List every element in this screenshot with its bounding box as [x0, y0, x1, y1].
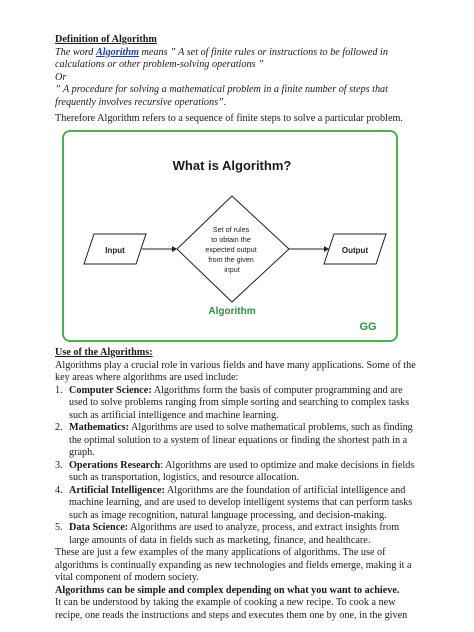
list-item	[55, 385, 417, 423]
list-number: 1.	[55, 384, 63, 396]
definition-line-2: ” A procedure for solving a mathematical problem in a finite number of steps that frequently involves recursive operations”.	[55, 84, 388, 108]
list-term: Data Science:	[69, 522, 129, 533]
center-label: Set of rules to obtain the expected output from the given input	[205, 225, 257, 274]
list-item	[55, 485, 417, 523]
list-item	[55, 460, 417, 485]
list-text: Algorithms are used to solve mathematical problems, such as finding the optimal solution to a system of linear equations or finding the shortest path in a graph.	[69, 422, 413, 458]
list-term: Artificial Intelligence:	[69, 484, 165, 496]
output-label: Output	[341, 246, 369, 255]
uses-intro: Algorithms play a crucial role in various fields and have many applications. Some of the key areas where algorithms are used include:	[55, 359, 416, 383]
list-number: 3.	[55, 459, 63, 471]
list-number: 2.	[55, 422, 63, 433]
figure-title: What is Algorithm?	[172, 158, 292, 173]
definition-section	[55, 34, 417, 109]
definition-heading: Definition of Algorithm	[55, 34, 157, 45]
recipe-paragraph: It can be understood by taking the example of cooking a new recipe. To cook a new recipe, one reads the instructions and steps and executes them one by one, in the given	[55, 597, 408, 621]
list-item	[55, 422, 417, 460]
uses-section	[55, 347, 417, 622]
input-label: Input	[105, 246, 125, 255]
list-term: Operations Research	[69, 459, 161, 471]
algorithm-diagram	[64, 132, 396, 340]
definition-line-1	[55, 47, 417, 72]
uses-heading: Use of the Algorithms:	[55, 347, 153, 358]
list-number: 5.	[55, 522, 63, 533]
definition-line-1-post: means ” A set of finite rules or instructions to be followed in calculations or other problem-solving operations ”	[55, 46, 388, 70]
input-arrowhead	[172, 246, 177, 252]
therefore-paragraph	[55, 113, 417, 126]
gfg-logo: GG	[359, 321, 377, 333]
list-text: Algorithms form the basis of computer programming and are used to solve problems ranging from simple sorting and searching to complex tasks such as artificial intelligence and machine learning.	[69, 384, 410, 421]
list-number: 4.	[55, 484, 63, 496]
algorithm-figure	[62, 130, 398, 342]
list-text: Algorithms are the foundation of artificial intelligence and machine learning, and are used to develop intelligent systems that can perform tasks such as image recognition, natural language processing, and decision-making.	[69, 484, 413, 521]
list-item	[55, 522, 417, 547]
list-term: Mathematics:	[69, 422, 129, 433]
therefore-text: Therefore Algorithm refers to a sequence of finite steps to solve a particular problem.	[55, 113, 403, 124]
algorithm-label: Algorithm	[208, 306, 256, 317]
complexity-line: Algorithms can be simple and complex depending on what you want to achieve.	[55, 584, 400, 596]
list-text: : Algorithms are used to optimize and make decisions in fields such as transportation, logistics, and resource allocation.	[69, 459, 415, 483]
list-term: Computer Science:	[69, 384, 152, 396]
uses-list	[55, 385, 417, 548]
algorithm-link[interactable]: Algorithm	[95, 46, 139, 58]
or-text: Or	[55, 71, 67, 83]
list-text: Algorithms are used to analyze, process, and extract insights from large amounts of data in fields such as marketing, finance, and healthcare.	[69, 522, 400, 546]
uses-closing: These are just a few examples of the many applications of algorithms. The use of algorithms is continually expanding as new technologies and fields emerge, making it a vital component of modern society.	[55, 547, 412, 583]
definition-line-1-pre: The word	[55, 46, 96, 58]
